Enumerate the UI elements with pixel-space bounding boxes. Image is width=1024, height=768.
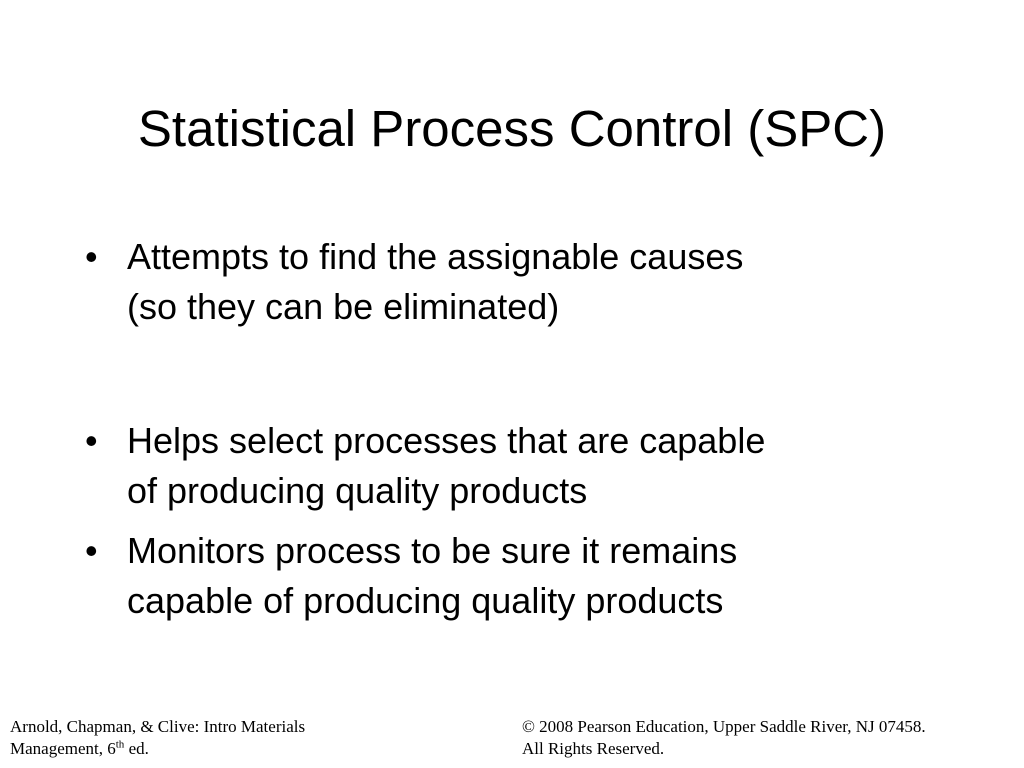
bullet-item-3 <box>82 526 962 626</box>
bullet-1-line-2: (so they can be eliminated) <box>127 286 560 327</box>
bullet-2-line-2: of producing quality products <box>127 470 588 511</box>
bullet-dot-icon: • <box>85 236 98 277</box>
bullet-item-1 <box>82 232 962 332</box>
footer-citation-line-2-prefix: Management, 6 <box>10 739 116 758</box>
bullet-dot-icon: • <box>85 530 98 571</box>
slide-title: Statistical Process Control (SPC) <box>137 100 887 157</box>
footer-copyright-line-1: © 2008 Pearson Education, Upper Saddle River, NJ 07458. <box>522 717 926 736</box>
bullet-dot-icon: • <box>85 420 98 461</box>
footer-citation-superscript: th <box>115 738 125 751</box>
footer-copyright-line-2: All Rights Reserved. <box>522 739 665 758</box>
footer-copyright <box>522 716 1017 760</box>
bullet-2-line-1: Helps select processes that are capable <box>127 420 766 461</box>
bullet-1-line-1: Attempts to find the assignable causes <box>127 236 744 277</box>
bullet-list <box>82 232 962 626</box>
footer-citation-line-1: Arnold, Chapman, & Clive: Intro Materials <box>10 717 306 736</box>
bullet-3-line-2: capable of producing quality products <box>127 580 724 621</box>
bullet-item-2 <box>82 416 962 516</box>
bullet-3-line-1: Monitors process to be sure it remains <box>127 530 738 571</box>
footer-citation-line-2-suffix: ed. <box>124 739 149 758</box>
footer-citation <box>10 716 430 760</box>
